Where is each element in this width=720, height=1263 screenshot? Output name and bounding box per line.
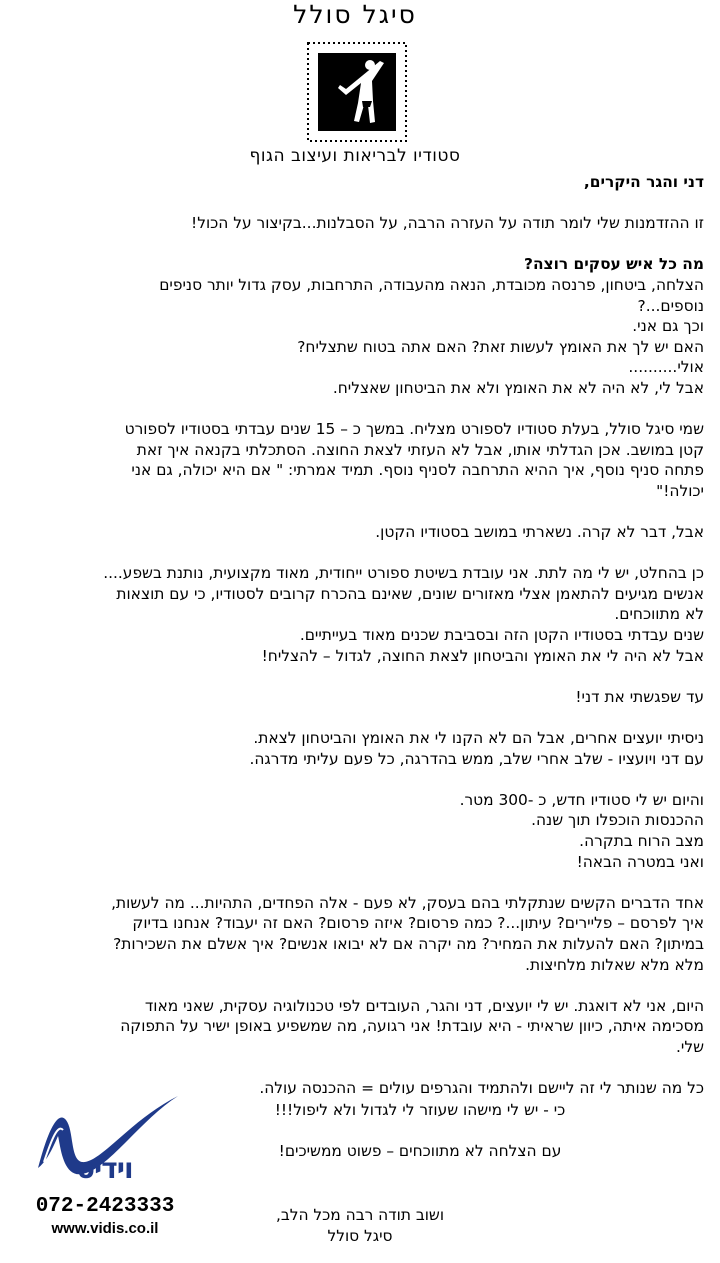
paragraph-line: לא מתווכחים.: [614, 605, 704, 624]
paragraph-line: שלי.: [676, 1037, 704, 1056]
paragraph-line: עם דני ויועציו - שלב אחרי שלב, ממש בהדרגה, כל פעם עליתי מדרגה.: [249, 749, 704, 768]
paragraph-line: אולי..........: [628, 358, 704, 377]
closing-line-1: כי - יש לי מישהו שעוזר לי לגדול ולא ליפול!!!: [274, 1101, 566, 1119]
thanks-line: ושוב תודה רבה מכל הלב,: [275, 1206, 445, 1224]
paragraph-line: קטן במושב. אכן הגדלתי אותו, אבל לא העזתי לצאת החוצה. הסתכלתי בקנאה איך זאת: [136, 440, 704, 459]
paragraph-line: כל מה שנותר לי זה ליישם ולהתמיד והגרפים עולים = ההכנסה עולה.: [259, 1079, 704, 1098]
paragraph-line: עד שפגשתי את דני!: [575, 687, 704, 706]
paragraph-line: האם יש לך את האומץ לעשות זאת? האם אתה בטוח שתצליח?: [297, 337, 704, 356]
paragraph-line: מסכימה איתה, כיוון שראיתי - היא עובדת! אני רגועה, מה שמשפיע באופן ישיר על התפוקה: [120, 1017, 704, 1036]
paragraph-line: אבל לא היה לי את האומץ והביטחון לצאת החוצה, לגדול – להצליח!: [261, 646, 704, 665]
vidis-phone: 072-2423333: [35, 1195, 175, 1218]
studio-name: סיגל סולל: [293, 0, 417, 29]
signoff-block: [230, 1205, 490, 1246]
paragraph-line: וכך גם אני.: [632, 317, 704, 336]
paragraph-line: שמי סיגל סולל, בעלת סטודיו לספורט מצליח. במשך כ – 15 שנים עבדתי בסטודיו לספורט: [124, 420, 704, 439]
paragraph-line: אנשים מגיעים להתאמן אצלי מאזורים שונים, שאינם בהכרח קרובים לסטודיו, כי עם תוצאות: [116, 584, 704, 603]
vidis-website: www.vidis.co.il: [51, 1220, 159, 1237]
paragraph-line: אבל לי, לא היה לא את האומץ ולא את הביטחון שאצליח.: [332, 378, 704, 397]
greeting: דני והגר היקרים,: [583, 173, 704, 191]
paragraph-line: אבל, דבר לא קרה. נשארתי במושב בסטודיו הקטן.: [375, 523, 704, 542]
question-heading: מה כל איש עסקים רוצה?: [524, 255, 704, 274]
paragraph-line: היום, אני לא דואגת. יש לי יועצים, דני והגר, העובדים לפי טכנולוגיה עסקית, שאני מאוד: [144, 996, 704, 1015]
vidis-brand: וידיס: [76, 1152, 133, 1185]
paragraph-line: פתחה סניף נוסף, איך ההיא התרחבה לסניף נוסף. תמיד אמרתי: " אם היא יכולה, גם אני: [131, 461, 704, 480]
paragraph-line: מלא מלא שאלות מלחיצות.: [525, 955, 704, 974]
paragraph-line: ואני במטרה הבאה!: [576, 852, 704, 871]
stretching-figure-icon: [306, 41, 408, 143]
vidis-logo: [30, 1090, 185, 1255]
paragraph-line: כן בהחלט, יש לי מה לתת. אני עובדת בשיטת ספורט ייחודית, מאוד מקצועית, נותנת בשפע....: [103, 564, 704, 583]
closing-line-2: עם הצלחה לא מתווכחים – פשוט ממשיכים!: [278, 1142, 562, 1161]
studio-subtitle: סטודיו לבריאות ועיצוב הגוף: [249, 146, 461, 166]
paragraph-line: במיתון? האם להעלות את המחיר? מה יקרה אם לא יבואו אנשים? איך אשלם את השכירות?: [113, 934, 704, 953]
paragraph-line: אחד הדברים הקשים שנתקלתי בהם בעסק, לא פעם - אלה הפחדים, התהיות... מה לעשות,: [111, 893, 704, 912]
signature: סיגל סולל: [327, 1226, 393, 1245]
closing-block: [200, 1100, 640, 1162]
paragraph-line: שנים עבדתי בסטודיו הקטן הזה ובסביבת שכנים מאוד בעייתיים.: [299, 626, 704, 645]
paragraph-line: נוספים...?: [637, 296, 704, 315]
paragraph-line: ההכנסות הוכפלו תוך שנה.: [531, 811, 704, 830]
paragraph-line: הצלחה, ביטחון, פרנסה מכובדת, הנאה מהעבודה, התרחבות, עסק גדול יותר סניפים: [159, 275, 704, 294]
paragraph-line: איך לפרסם – פליירים? עיתון...? כמה פרסום? איזה פרסום? האם זה יעבוד? אנחנו בדיוק: [132, 914, 704, 933]
paragraph-line: והיום יש לי סטודיו חדש, כ -300 מטר.: [459, 790, 704, 809]
opening-line: זו ההזדמנות שלי לומר תודה על העזרה הרבה, על הסבלנות...בקיצור על הכול!: [191, 214, 704, 233]
paragraph-line: יכולה!": [656, 481, 704, 500]
paragraph-line: מצב הרוח בתקרה.: [579, 832, 704, 850]
letter-body: [18, 172, 704, 1099]
paragraph-line: ניסיתי יועצים אחרים, אבל הם לא הקנו לי את האומץ והביטחון לצאת.: [253, 729, 704, 748]
